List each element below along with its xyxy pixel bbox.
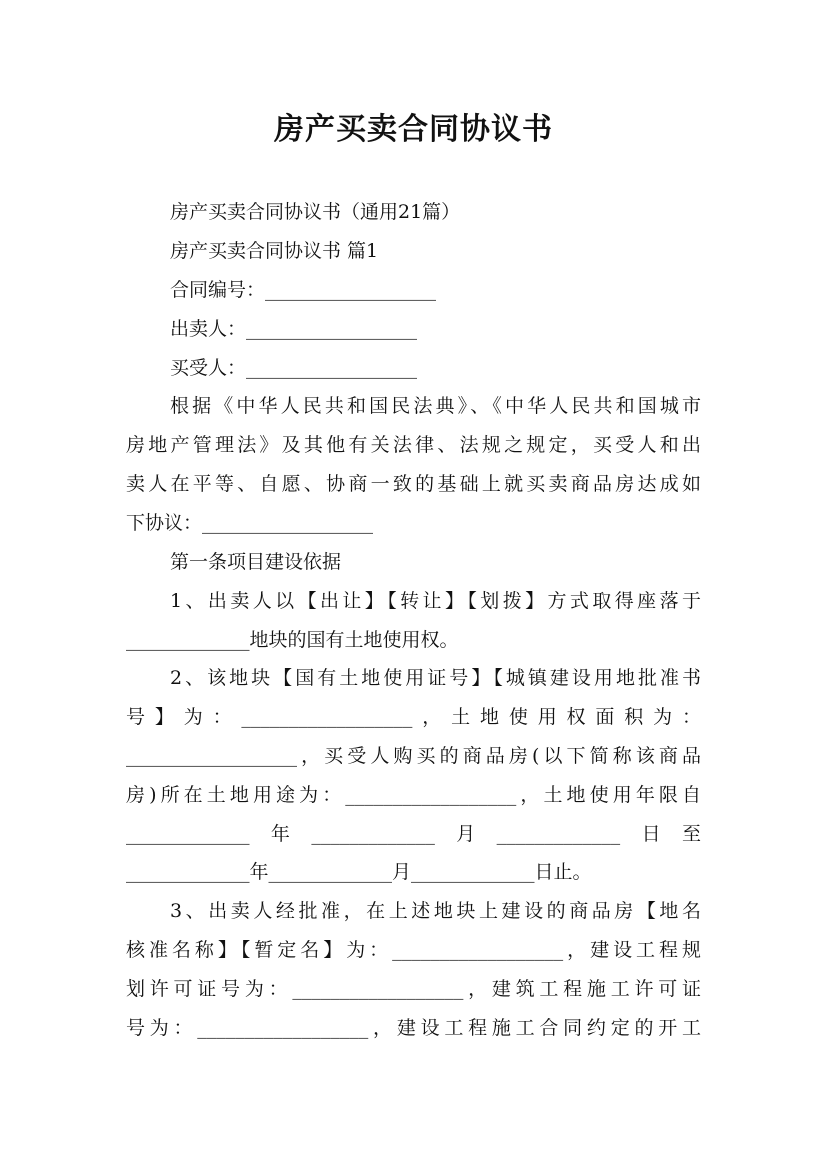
subtitle: 房产买卖合同协议书（通用21篇） [170,201,461,223]
paragraph-line: _____________年_____________月_____________日止。 [126,861,592,883]
paragraph-line: __________________，买受人购买的商品房(以下简称该商品 [126,745,701,767]
paragraph-line: _____________地块的国有土地使用权。 [126,629,459,651]
seller-field: 出卖人：__________________ [170,318,418,340]
paragraph-line: 根据《中华人民共和国民法典》、《中华人民共和国城市 [170,395,701,417]
document-title: 房产买卖合同协议书 [274,112,553,147]
paragraph-line: 3、出卖人经批准，在上述地块上建设的商品房【地名 [170,900,701,922]
buyer-field: 买受人：__________________ [170,357,418,379]
paragraph-line: 号为：__________________，建设工程施工合同约定的开工 [126,1017,701,1039]
paragraph-line: _____________年_____________月_____________日至 [126,823,701,845]
article-heading: 第一条项目建设依据 [170,551,342,573]
paragraph-line: 号】为：__________________，土地使用权面积为： [126,706,701,728]
section-heading: 房产买卖合同协议书 篇1 [170,240,379,262]
paragraph-line: 2、该地块【国有土地使用证号】【城镇建设用地批准书 [170,667,701,689]
paragraph-line: 房地产管理法》及其他有关法律、法规之规定，买受人和出 [126,434,701,456]
paragraph-line: 1、出卖人以【出让】【转让】【划拨】方式取得座落于 [170,590,701,612]
contract-number-field: 合同编号：__________________ [170,279,437,301]
paragraph-line: 房)所在土地用途为：__________________，土地使用年限自 [126,784,701,806]
paragraph-line: 下协议：__________________ [126,512,374,534]
paragraph-line: 卖人在平等、自愿、协商一致的基础上就买卖商品房达成如 [126,473,701,495]
paragraph-line: 划许可证号为：__________________，建筑工程施工许可证 [126,978,701,1000]
paragraph-line: 核准名称】【暂定名】为：__________________，建设工程规 [126,939,701,961]
